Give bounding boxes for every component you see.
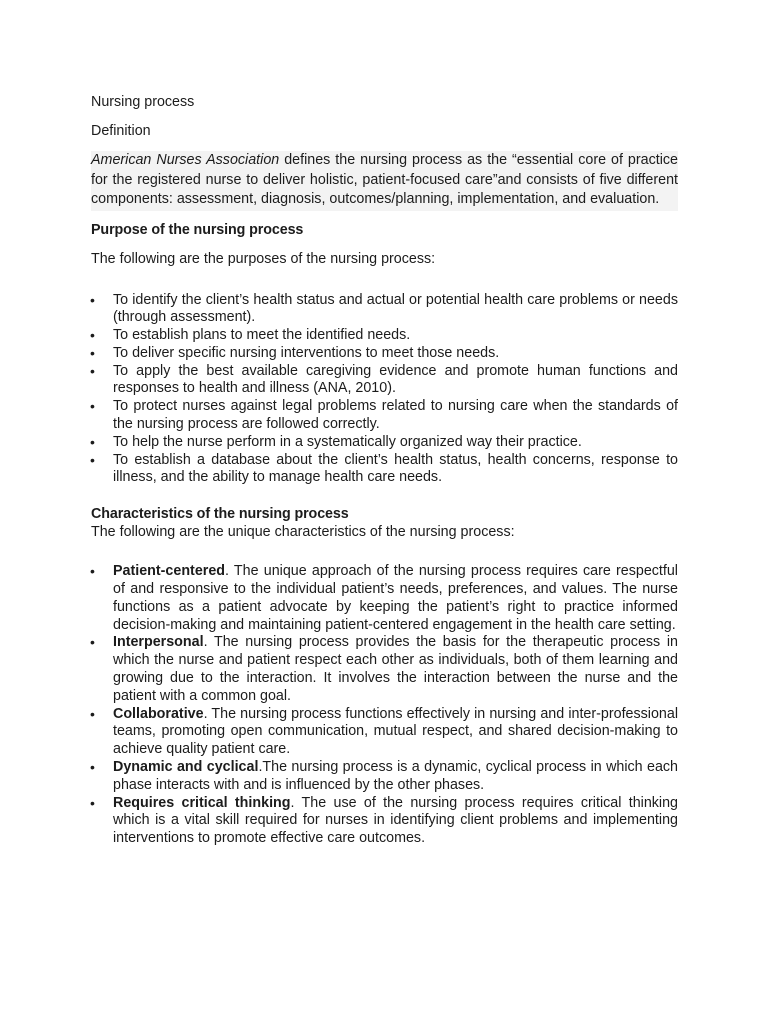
term-label: Interpersonal [113, 634, 204, 651]
bullet-icon: • [90, 344, 95, 361]
bullet-icon: • [90, 362, 95, 379]
purpose-list [91, 292, 678, 488]
list-item: • To establish plans to meet the identified needs. [90, 327, 411, 344]
term-label: Requires critical thinking [113, 794, 291, 811]
term-label: Collaborative [113, 705, 204, 722]
bullet-icon: • [90, 291, 95, 308]
purpose-heading: Purpose of the nursing process [91, 221, 304, 238]
list-item: • Dynamic and cyclical.The nursing process is a dynamic, cyclical process in which each phase interacts with and is influenced by the other phases. [90, 759, 678, 793]
bullet-icon: • [90, 433, 95, 450]
characteristics-lead: The following are the unique characteristics of the nursing process: [91, 524, 515, 541]
bullet-icon: • [90, 705, 95, 722]
characteristics-list [91, 563, 678, 848]
purpose-lead: The following are the purposes of the nursing process: [91, 250, 436, 267]
list-item: • To deliver specific nursing interventions to meet those needs. [90, 344, 500, 361]
definition-paragraph [91, 151, 678, 211]
bullet-icon: • [90, 563, 95, 580]
bullet-icon: • [90, 634, 95, 651]
list-item: • To apply the best available caregiving evidence and promote human functions and responses to health and illness (ANA, 2010). [90, 362, 678, 397]
list-item: • To help the nurse perform in a systematically organized way their practice. [90, 433, 582, 450]
organization-name: American Nurses Association [91, 152, 280, 168]
term-label: Patient-centered [113, 563, 226, 580]
list-item: • Interpersonal. The nursing process provides the basis for the therapeutic process in which the nurse and patient respect each other as individuals, both of them learning and growing due to the interaction. It involves the interaction between the nurse and the patient with a common goal. [90, 634, 678, 704]
bullet-icon: • [90, 327, 95, 344]
bullet-icon: • [90, 794, 95, 811]
list-item: • Requires critical thinking. The use of the nursing process requires critical thinking which is a vital skill required for nurses in identifying client problems and implementing interventions to promote effective care outcomes. [90, 794, 678, 847]
list-item: • To protect nurses against legal problems related to nursing care when the standards of the nursing process are followed correctly. [90, 398, 678, 433]
characteristics-heading: Characteristics of the nursing process [91, 506, 349, 523]
list-item: • To identify the client’s health status and actual or potential health care problems or needs (through assessment). [90, 291, 678, 326]
list-item: • Patient-centered. The unique approach of the nursing process requires care respectful of and responsive to the individual patient’s needs, preferences, and values. The nurse functions as a patient advocate by keeping the patient’s right to practice informed decision-making and maintaining patient-centered engagement in the health care setting. [90, 563, 678, 633]
bullet-icon: • [90, 398, 95, 415]
definition-label: Definition [91, 123, 151, 139]
document-title: Nursing process [91, 94, 195, 110]
definition-text: defines the nursing process as the “essential core of practice for the registered nurse to deliver holistic, patient-focused care”and consists of five different components: assessment, diagnosis, outcomes/planning, implementation, and evaluation. [91, 152, 678, 207]
list-item: • To establish a database about the client’s health status, health concerns, response to illness, and the ability to manage health care needs. [90, 451, 678, 486]
list-item: • Collaborative. The nursing process functions effectively in nursing and inter-professional teams, promoting open communication, mutual respect, and shared decision-making to achieve quality patient care. [90, 705, 678, 758]
document-page [91, 93, 678, 848]
term-label: Dynamic and cyclical [113, 759, 259, 776]
bullet-icon: • [90, 451, 95, 468]
bullet-icon: • [90, 759, 95, 776]
